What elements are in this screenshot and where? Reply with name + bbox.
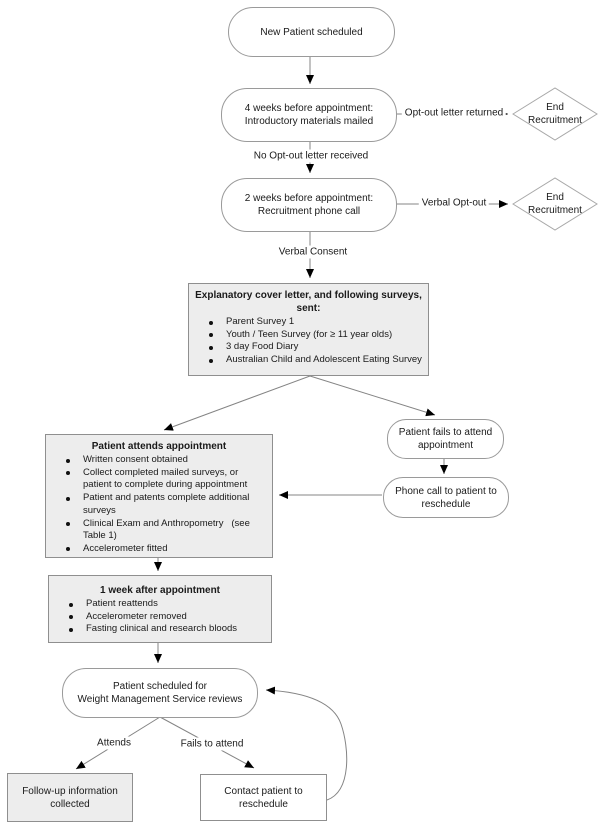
bullet-item: Patient reattends [66, 598, 266, 611]
node-label-line1: Patient scheduled for [113, 681, 207, 692]
node-end-recruitment-2 [523, 190, 587, 218]
connector-surveys-fails [310, 376, 435, 415]
node-title: Explanatory cover letter, and following surveys, sent: [195, 290, 422, 314]
bullet-item: Clinical Exam and Anthropometry (see Table 1) [63, 518, 267, 543]
edge-label-verbal-consent: Verbal Consent [276, 246, 350, 259]
bullet-list [54, 598, 266, 636]
node-label: Follow-up information collected [22, 785, 118, 810]
bullet-item: Accelerometer fitted [63, 543, 267, 556]
connector-surveys-attends [164, 376, 310, 430]
node-title: Patient attends appointment [91, 441, 227, 452]
bullet-item: Written consent obtained [63, 454, 267, 467]
node-contact-reschedule [200, 774, 327, 821]
node-surveys-sent [188, 283, 429, 376]
node-label: Contact patient to reschedule [224, 785, 303, 810]
node-label-line2: Weight Management Service reviews [77, 694, 243, 705]
node-label: End Recruitment [528, 102, 582, 126]
bullet-item: Fasting clinical and research bloods [66, 623, 266, 636]
node-4-weeks-before-appointment [221, 88, 397, 142]
node-1-week-after-appointment [48, 575, 272, 643]
node-label: 2 weeks before appointment: Recruitment phone call [244, 193, 374, 217]
node-followup-collected [7, 773, 133, 822]
bullet-item: Collect completed mailed surveys, or patient to complete during appointment [63, 467, 267, 492]
bullet-item: Australian Child and Adolescent Eating Survey [206, 354, 423, 367]
node-label: Phone call to patient to reschedule [395, 485, 497, 510]
edge-label-opt-out-letter-returned: Opt-out letter returned [402, 107, 506, 120]
node-title: 1 week after appointment [99, 585, 221, 596]
edge-label-no-opt-out-letter-received: No Opt-out letter received [251, 150, 372, 163]
bullet-item: Patient and patents complete additional surveys [63, 492, 267, 517]
node-2-weeks-before-appointment [221, 178, 397, 232]
node-new-patient-scheduled [228, 7, 395, 57]
bullet-item: 3 day Food Diary [206, 341, 423, 354]
bullet-item: Youth / Teen Survey (for ≥ 11 year olds) [206, 329, 423, 342]
node-label: End Recruitment [528, 192, 582, 216]
bullet-item: Parent Survey 1 [206, 316, 423, 329]
node-label: 4 weeks before appointment: Introductory materials mailed [244, 103, 374, 127]
node-label: Patient fails to attend appointment [398, 427, 493, 451]
node-wms-reviews [62, 668, 258, 718]
edge-label-attends: Attends [94, 737, 134, 750]
node-phone-call-reschedule [383, 477, 509, 518]
node-patient-attends-appointment [45, 434, 273, 558]
bullet-list [194, 316, 423, 367]
bullet-item: Accelerometer removed [66, 611, 266, 624]
node-end-recruitment-1 [523, 100, 587, 128]
edge-label-fails-to-attend: Fails to attend [178, 738, 247, 751]
edge-label-verbal-opt-out: Verbal Opt-out [419, 197, 489, 210]
bullet-list [51, 454, 267, 556]
node-patient-fails-to-attend [387, 419, 504, 459]
node-label: New Patient scheduled [260, 26, 363, 38]
